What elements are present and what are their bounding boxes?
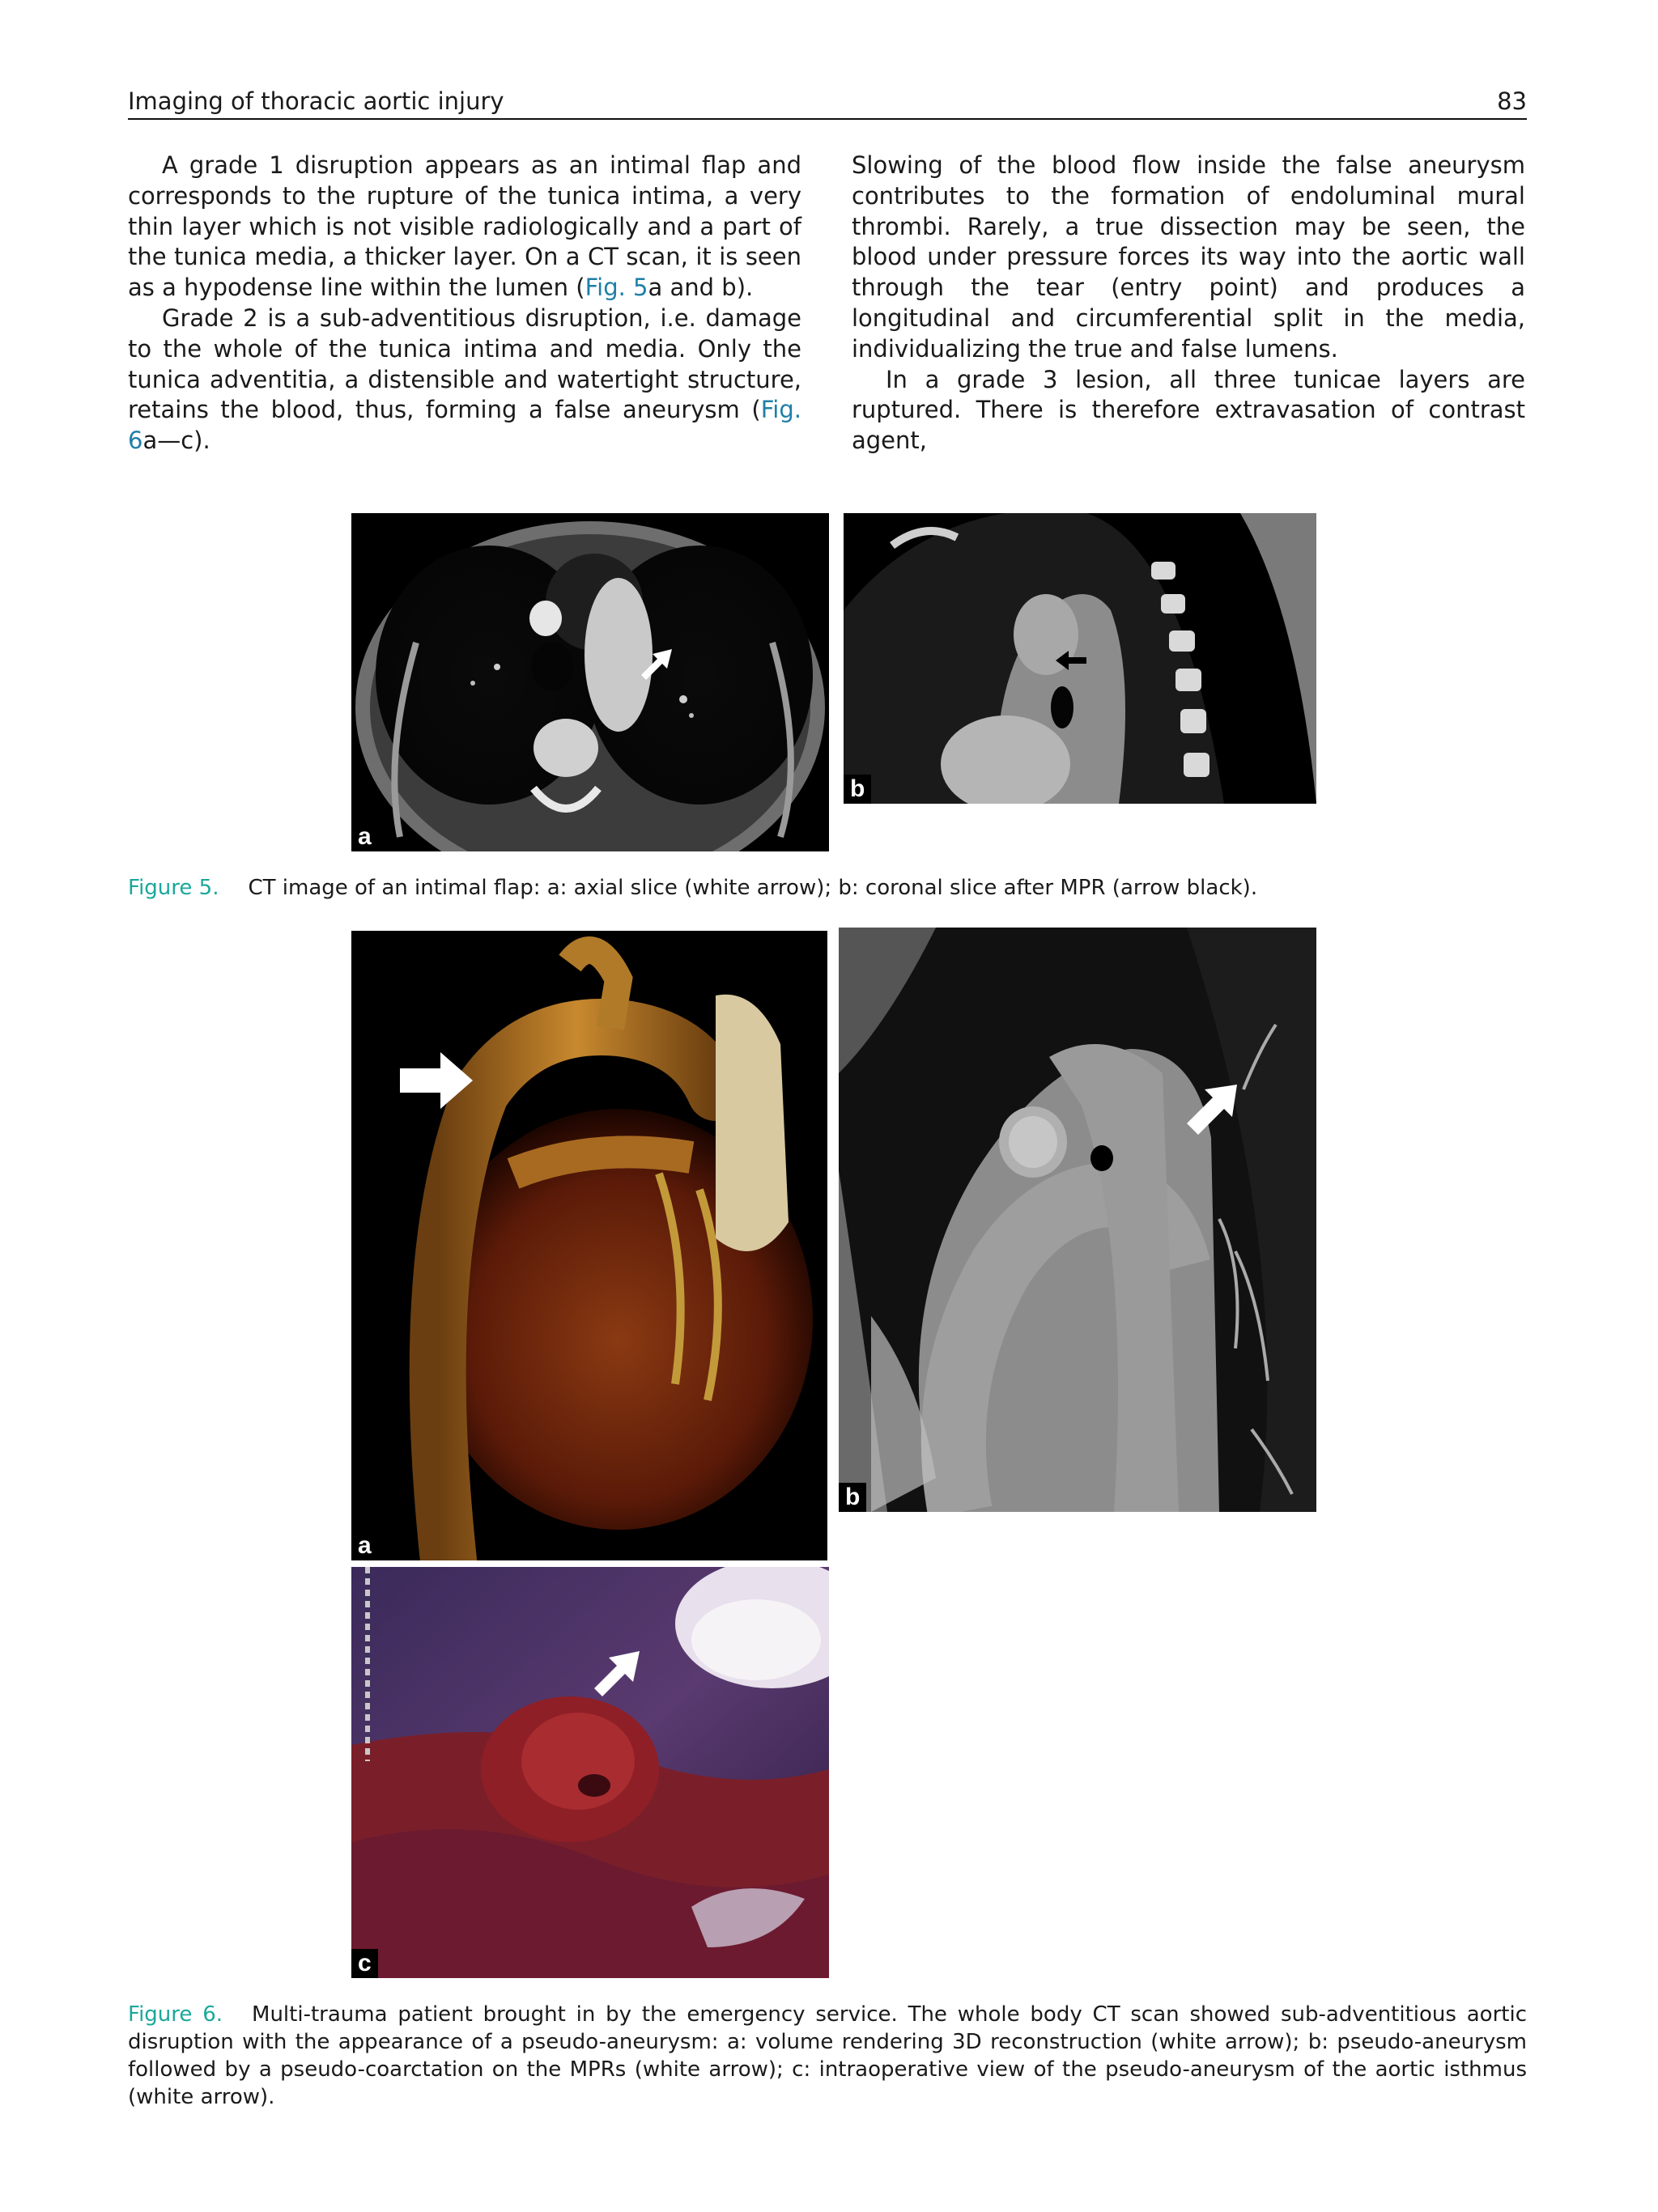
figure5-caption [128, 874, 1527, 902]
figure6-panel-b-label: b [839, 1483, 866, 1512]
figure6-caption-text: Multi-trauma patient brought in by the emergency service. The whole body CT scan showed sub-adventitious aortic disruption with the appearance of a pseudo-aneurysm: a: volume rendering 3D reconstruction (white arrow); b: pseudo-aneurysm followed by a pseudo-coarctation on the MPRs (white arrow); c: intraoperative view of the pseudo-aneurysm of the aortic isthmus (white arrow). [128, 2002, 1527, 2109]
paragraph-thrombi: Slowing of the blood flow inside the false aneurysm contributes to the formation of endoluminal mural thrombi. Rarely, a true dissection may be seen, the blood under pressure forces its way into the aortic wall through the tear (entry point) and produces a longitudinal and circumferential split in the media, individualizing the true and false lumens. [852, 151, 1525, 363]
right-column [852, 151, 1525, 456]
figure6-caption [128, 2001, 1527, 2111]
left-column [128, 151, 801, 456]
paragraph-grade3: In a grade 3 lesion, all three tunicae layers are ruptured. There is therefore extravasation of contrast agent, [852, 365, 1525, 455]
figure5b-coronal-ct-image [844, 513, 1316, 804]
fig6-reference-link[interactable]: Fig. 6 [128, 396, 801, 455]
page-number: 83 [1497, 87, 1527, 115]
figure6b-mpr-image [839, 928, 1316, 1512]
figure6-caption-label: Figure 6. [128, 2002, 223, 2027]
figure5-panel-a-label: a [351, 822, 378, 851]
paragraph-grade1: A grade 1 disruption appears as an intimal flap and corresponds to the rupture of the tunica intima, a very thin layer which is not visible radiologically and a part of the tunica media, a thicker layer. On a CT scan, it is seen as a hypodense line within the lumen (Fig. 5a and b). [128, 151, 801, 302]
figure6c-intraoperative-photo [351, 1567, 829, 1978]
figure5-caption-label: Figure 5. [128, 876, 219, 900]
figure5-panel-b-label: b [844, 775, 871, 804]
running-title: Imaging of thoracic aortic injury [128, 87, 504, 115]
running-header [128, 84, 1527, 120]
figure5-caption-text: CT image of an intimal flap: a: axial slice (white arrow); b: coronal slice after MPR (arrow black). [248, 876, 1258, 900]
fig5-reference-link[interactable]: Fig. 5 [585, 274, 648, 302]
paragraph-grade2: Grade 2 is a sub-adventitious disruption, i.e. damage to the whole of the tunica intima and media. Only the tunica adventitia, a distensible and watertight structure, retains the blood, thus, forming a false aneurysm (Fig. 6a—c). [128, 304, 801, 455]
figure6-panel-a-label: a [351, 1531, 378, 1560]
figure6-panel-c-label: c [351, 1949, 378, 1978]
figure5a-axial-ct-image [351, 513, 829, 851]
figure6a-volume-rendering-image [351, 931, 827, 1560]
